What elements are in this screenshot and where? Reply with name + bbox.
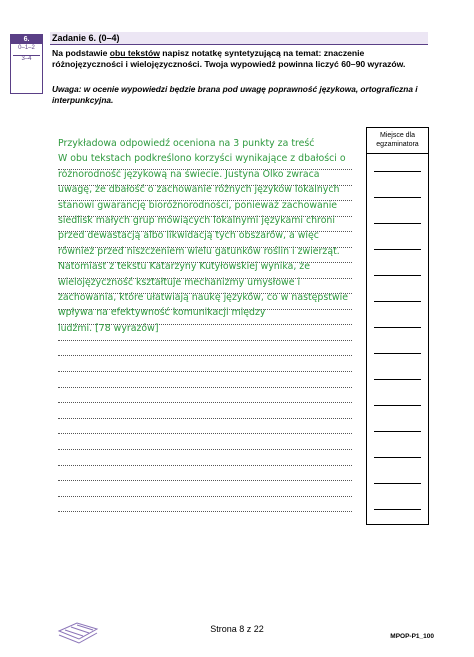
answer-line: Natomiast z tekstu Katarzyny Kutyłowskiej wynika, że xyxy=(58,261,310,273)
answer-line: W obu tekstach podkreślono korzyści wynikające z dbałości o xyxy=(58,153,346,165)
answer-line: przed dewastacją albo likwidacją tych obszarów, a więc xyxy=(58,230,319,242)
examiner-line xyxy=(374,405,421,406)
writing-line xyxy=(58,496,352,497)
examiner-line xyxy=(374,457,421,458)
examiner-line xyxy=(374,301,421,302)
answer-line: stanowi gwarancję bioróżnorodności, ponieważ zachowanie xyxy=(58,199,338,211)
examiner-line xyxy=(374,197,421,198)
examiner-line xyxy=(374,431,421,432)
answer-line: również przed niszczeniem wielu gatunków roślin i zwierząt. xyxy=(58,245,340,257)
examiner-line xyxy=(374,275,421,276)
writing-line xyxy=(58,371,352,372)
writing-line xyxy=(58,402,352,403)
sample-answer xyxy=(58,136,358,336)
task-number: 6. xyxy=(11,35,42,44)
examiner-line xyxy=(374,509,421,510)
answer-line: zachowania, które ułatwiają naukę języków, co w następstwie xyxy=(58,292,348,304)
examiner-line xyxy=(374,171,421,172)
examiner-line xyxy=(374,353,421,354)
instruction-text-end: napisz notatkę syntetyzującą na temat: znaczenie różnojęzyczności i wielojęzyczności. Twoja wypowiedź powinna liczyć 60–90 wyrazów. xyxy=(52,48,406,69)
instruction-underlined: obu tekstów xyxy=(109,48,160,58)
score-range-top: 0–1–2 xyxy=(18,45,35,51)
writing-line xyxy=(58,355,352,356)
answer-line: Przykładowa odpowiedź oceniona na 3 punkty za treść xyxy=(58,138,315,149)
examiner-line xyxy=(374,223,421,224)
writing-line xyxy=(58,480,352,481)
page-number: Strona 8 z 22 xyxy=(210,624,264,634)
answer-line: ludźmi. [78 wyrazów] xyxy=(58,322,159,334)
answer-line: uwagę, że dbałość o zachowanie różnych języków lokalnych xyxy=(58,184,340,196)
header-rule xyxy=(50,44,428,45)
answer-line: różnorodność językową na świecie. Justyna Olko zwraca xyxy=(58,168,320,180)
instruction-text-start: Na podstawie xyxy=(52,48,110,58)
answer-line: wielojęzyczność kształtuje mechanizmy umysłowe i xyxy=(58,276,301,288)
writing-line xyxy=(58,433,352,434)
writing-line xyxy=(58,418,352,419)
task-instruction xyxy=(52,48,422,70)
examiner-header: Miejsce dla egzaminatora xyxy=(367,128,428,154)
writing-line xyxy=(58,511,352,512)
task-title: Zadanie 6. (0–4) xyxy=(52,33,120,43)
score-range-bottom: 3–4 xyxy=(21,56,32,62)
exam-code: MPOP-P1_100 xyxy=(390,633,434,640)
answer-line: wpływa na efektywność komunikacji między xyxy=(58,307,266,319)
writing-line xyxy=(58,449,352,450)
examiner-line xyxy=(374,249,421,250)
examiner-line xyxy=(374,327,421,328)
answer-line: siedlisk małych grup mówiących lokalnymi językami chroni xyxy=(58,215,335,227)
score-box xyxy=(10,34,43,94)
examiner-column xyxy=(366,127,429,525)
writing-line xyxy=(58,465,352,466)
task-note: Uwaga: w ocenie wypowiedzi będzie brana pod uwagę poprawność językowa, ortograficzna i interpunkcyjna. xyxy=(52,84,418,105)
writing-line xyxy=(58,340,352,341)
examiner-line xyxy=(374,379,421,380)
writing-line xyxy=(58,387,352,388)
examiner-line xyxy=(374,483,421,484)
